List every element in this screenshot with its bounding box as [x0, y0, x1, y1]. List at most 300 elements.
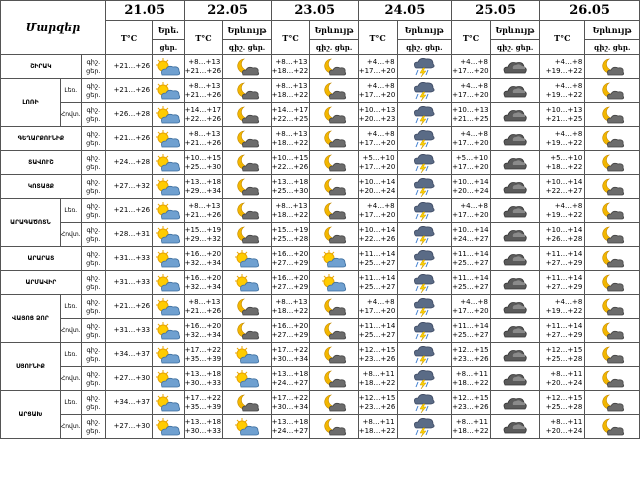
- weather-cell: [310, 79, 358, 103]
- sun-cloud-icon: [153, 177, 183, 197]
- moon-cloud-icon: [310, 81, 357, 101]
- night-temp: +8…+13: [275, 81, 308, 90]
- sun-cloud-icon: [153, 417, 183, 437]
- night-temp: +17…+22: [271, 345, 309, 354]
- table-row: [1, 271, 640, 295]
- moon-cloud-icon: [310, 105, 357, 125]
- table-row: [1, 247, 640, 271]
- temperature-cell: [358, 271, 397, 295]
- sun-cloud-icon: [153, 297, 183, 317]
- temperature-cell: [105, 415, 152, 439]
- temperature-cell: [184, 103, 223, 127]
- temperature-cell: [271, 343, 310, 367]
- weather-cell: [310, 415, 358, 439]
- day-temp: +19…+22: [545, 306, 583, 315]
- day-temp: +21…+25: [452, 114, 489, 123]
- weather-cell: [585, 319, 640, 343]
- day-temp: +20…+23: [358, 114, 396, 123]
- night-temp: +8…+11: [550, 417, 583, 426]
- night-temp: +4…+8: [460, 297, 488, 306]
- temperature-cell: [358, 415, 397, 439]
- region-name: ԳԵՂԱՐՔՈՒՆԻՔ: [1, 127, 82, 151]
- weather-cell: [153, 271, 184, 295]
- day-temp: +25…+27: [358, 330, 396, 339]
- day-temp: +25…+27: [452, 258, 489, 267]
- weather-cell: [310, 391, 358, 415]
- night-temp: +5…+10: [455, 153, 488, 162]
- night-temp: +8…+13: [275, 57, 308, 66]
- day-temp: +17…+20: [452, 90, 489, 99]
- night-temp: +8…+13: [188, 297, 221, 306]
- moon-cloud-icon: [585, 177, 639, 197]
- night-temp: +12…+15: [358, 393, 396, 402]
- night-temp: +4…+8: [554, 129, 583, 138]
- weather-cell: [585, 295, 640, 319]
- day-temp: +25…+30: [271, 186, 309, 195]
- day-temp: +28…+31: [113, 230, 151, 238]
- temperature-cell: [184, 271, 223, 295]
- night-temp: +13…+18: [184, 417, 222, 426]
- temperature-cell: [540, 199, 585, 223]
- weather-cell: [397, 103, 452, 127]
- time-labels: [81, 199, 105, 223]
- time-labels: [81, 79, 105, 103]
- table-row: [1, 415, 640, 439]
- night-temp: +12…+15: [452, 345, 489, 354]
- night-temp: +11…+14: [358, 321, 396, 330]
- moon-cloud-icon: [223, 81, 270, 101]
- temperature-cell: [540, 415, 585, 439]
- day-temp: +35…+39: [184, 354, 222, 363]
- weather-cell: [153, 151, 184, 175]
- temperature-cell: [271, 79, 310, 103]
- cloud-icon: [491, 322, 539, 340]
- night-day-header: գիշ. ցեր.: [310, 40, 358, 55]
- cloud-icon: [491, 250, 539, 268]
- weather-cell: [397, 223, 452, 247]
- weather-cell: [153, 343, 184, 367]
- temp-header: T°C: [271, 21, 310, 55]
- time-labels: [81, 343, 105, 367]
- storm-icon: [398, 56, 452, 78]
- temperature-cell: [452, 247, 491, 271]
- table-row: [1, 199, 640, 223]
- day-temp: +21…+26: [113, 86, 151, 94]
- storm-icon: [398, 104, 452, 126]
- sun-cloud-icon: [223, 417, 270, 437]
- weather-cell: [310, 103, 358, 127]
- night-label: գիշ.: [86, 249, 101, 258]
- temperature-cell: [452, 127, 491, 151]
- precip-header: Երևույթ: [585, 21, 640, 40]
- day-temp: +17…+20: [452, 210, 489, 219]
- storm-icon: [398, 368, 452, 390]
- day-temp: +25…+28: [545, 402, 583, 411]
- sun-cloud-icon: [310, 249, 357, 269]
- table-row: [1, 367, 640, 391]
- day-temp: +31…+33: [113, 254, 151, 262]
- moon-cloud-icon: [585, 297, 639, 317]
- moon-cloud-icon: [585, 417, 639, 437]
- precip-header: Երևույթ: [490, 21, 539, 40]
- night-label: գիշ.: [86, 225, 101, 234]
- region-name: ԱՐԱՐԱՏ: [1, 247, 82, 271]
- temperature-cell: [184, 127, 223, 151]
- weather-cell: [490, 223, 539, 247]
- temp-header: T°C: [358, 21, 397, 55]
- weather-cell: [490, 199, 539, 223]
- cloud-icon: [491, 274, 539, 292]
- night-temp: +4…+8: [460, 201, 488, 210]
- night-temp: +14…+17: [271, 105, 309, 114]
- night-temp: +13…+18: [271, 417, 309, 426]
- temp-header: T°C: [452, 21, 491, 55]
- day-temp: +34…+37: [113, 398, 151, 406]
- day-temp: +22…+26: [358, 234, 396, 243]
- night-temp: +12…+15: [452, 393, 489, 402]
- weather-cell: [490, 295, 539, 319]
- night-temp: +11…+14: [358, 249, 396, 258]
- region-name: ՍՅՈՒՆԻՔ: [1, 343, 61, 391]
- day-temp: +22…+26: [271, 162, 309, 171]
- moon-cloud-icon: [585, 393, 639, 413]
- night-temp: +10…+13: [452, 105, 489, 114]
- temperature-cell: [452, 343, 491, 367]
- day-temp: +19…+22: [545, 90, 583, 99]
- precip-header: Երևույթ: [223, 21, 271, 40]
- weather-cell: [490, 151, 539, 175]
- weather-cell: [223, 55, 271, 79]
- night-temp: +4…+8: [366, 129, 395, 138]
- time-labels: [81, 415, 105, 439]
- weather-cell: [223, 103, 271, 127]
- weather-cell: [223, 247, 271, 271]
- sun-cloud-icon: [153, 345, 183, 365]
- night-label: գիշ.: [86, 57, 101, 66]
- weather-cell: [310, 199, 358, 223]
- weather-cell: [223, 295, 271, 319]
- weather-cell: [153, 55, 184, 79]
- day-temp: +17…+20: [358, 90, 396, 99]
- subregion-label: Հովտ.: [60, 319, 81, 343]
- temperature-cell: [452, 151, 491, 175]
- temperature-cell: [271, 223, 310, 247]
- day-temp: +22…+25: [271, 114, 309, 123]
- time-labels: [81, 151, 105, 175]
- day-temp: +17…+20: [358, 306, 396, 315]
- subregion-label: Հովտ.: [60, 103, 81, 127]
- day-temp: +23…+26: [452, 354, 489, 363]
- day-temp: +21…+26: [184, 306, 222, 315]
- day-label: ցեր.: [86, 306, 101, 315]
- moon-cloud-icon: [310, 57, 357, 77]
- day-label: ցեր.: [86, 90, 101, 99]
- weather-cell: [490, 343, 539, 367]
- precip-header: Երևույթ: [397, 21, 452, 40]
- temperature-cell: [271, 151, 310, 175]
- temperature-cell: [271, 271, 310, 295]
- time-labels: [81, 271, 105, 295]
- night-temp: +8…+11: [550, 369, 583, 378]
- weather-cell: [223, 151, 271, 175]
- sun-cloud-icon: [310, 273, 357, 293]
- temperature-cell: [358, 223, 397, 247]
- night-temp: +8…+13: [188, 201, 221, 210]
- day-temp: +32…+34: [184, 330, 222, 339]
- sun-cloud-icon: [153, 273, 183, 293]
- day-temp: +23…+26: [358, 354, 396, 363]
- moon-cloud-icon: [310, 393, 357, 413]
- table-row: [1, 55, 640, 79]
- night-temp: +4…+8: [460, 81, 488, 90]
- day-temp: +21…+26: [113, 62, 151, 70]
- night-temp: +4…+8: [554, 297, 583, 306]
- subregion-label: Լեռ.: [60, 79, 81, 103]
- night-temp: +11…+14: [452, 249, 489, 258]
- temperature-cell: [358, 199, 397, 223]
- temperature-cell: [271, 415, 310, 439]
- day-temp: +17…+20: [358, 138, 396, 147]
- night-temp: +15…+19: [271, 225, 309, 234]
- weather-cell: [585, 199, 640, 223]
- day-temp: +18…+22: [452, 426, 489, 435]
- cloud-icon: [491, 394, 539, 412]
- moon-cloud-icon: [310, 417, 357, 437]
- weather-cell: [223, 175, 271, 199]
- moon-cloud-icon: [310, 297, 357, 317]
- temperature-cell: [271, 127, 310, 151]
- weather-cell: [490, 391, 539, 415]
- date-header: 21.05: [105, 1, 184, 21]
- table-row: [1, 127, 640, 151]
- date-header: 23.05: [271, 1, 358, 21]
- day-temp: +19…+22: [545, 138, 583, 147]
- precip-header: Երևույթ: [310, 21, 358, 40]
- temperature-cell: [358, 55, 397, 79]
- day-temp: +27…+29: [545, 258, 583, 267]
- day-temp: +32…+34: [184, 282, 222, 291]
- night-label: գիշ.: [86, 81, 101, 90]
- day-temp: +22…+26: [184, 114, 222, 123]
- moon-cloud-icon: [310, 321, 357, 341]
- weather-cell: [223, 415, 271, 439]
- temperature-cell: [105, 199, 152, 223]
- temperature-cell: [271, 391, 310, 415]
- moon-cloud-icon: [223, 225, 270, 245]
- night-temp: +4…+8: [460, 57, 488, 66]
- day-label: ցեր.: [86, 354, 101, 363]
- day-temp: +20…+24: [545, 378, 583, 387]
- night-temp: +8…+13: [275, 129, 308, 138]
- temperature-cell: [540, 391, 585, 415]
- sun-cloud-icon: [153, 249, 183, 269]
- weather-cell: [223, 79, 271, 103]
- night-temp: +4…+8: [554, 201, 583, 210]
- night-label: գիշ.: [86, 369, 101, 378]
- night-temp: +10…+13: [358, 105, 396, 114]
- weather-cell: [153, 199, 184, 223]
- weather-cell: [397, 247, 452, 271]
- weather-cell: [585, 103, 640, 127]
- storm-icon: [398, 272, 452, 294]
- day-temp: +17…+20: [452, 138, 489, 147]
- temperature-cell: [105, 319, 152, 343]
- moon-cloud-icon: [310, 225, 357, 245]
- day-label: ցեր.: [86, 162, 101, 171]
- temperature-cell: [358, 151, 397, 175]
- night-label: գիշ.: [86, 105, 101, 114]
- temperature-cell: [105, 271, 152, 295]
- day-temp: +27…+29: [545, 282, 583, 291]
- night-temp: +16…+20: [184, 321, 222, 330]
- subregion-label: Լեռ.: [60, 343, 81, 367]
- weather-cell: [490, 247, 539, 271]
- temperature-cell: [105, 391, 152, 415]
- weather-cell: [397, 271, 452, 295]
- night-temp: +4…+8: [554, 81, 583, 90]
- moon-cloud-icon: [310, 153, 357, 173]
- day-label: ցեր.: [86, 114, 101, 123]
- cloud-icon: [491, 154, 539, 172]
- weather-cell: [585, 343, 640, 367]
- day-temp: +17…+20: [358, 66, 396, 75]
- weather-cell: [310, 175, 358, 199]
- day-temp: +18…+22: [271, 306, 309, 315]
- region-name: ԱՐՑԱԽ: [1, 391, 61, 439]
- weather-cell: [585, 55, 640, 79]
- night-temp: +17…+22: [184, 345, 222, 354]
- temperature-cell: [271, 199, 310, 223]
- temperature-cell: [452, 391, 491, 415]
- moon-cloud-icon: [223, 153, 270, 173]
- temperature-cell: [105, 343, 152, 367]
- temperature-cell: [358, 175, 397, 199]
- weather-cell: [153, 103, 184, 127]
- night-temp: +17…+22: [271, 393, 309, 402]
- weather-cell: [585, 367, 640, 391]
- day-temp: +27…+29: [271, 282, 309, 291]
- day-temp: +21…+26: [113, 206, 151, 214]
- night-temp: +10…+14: [358, 225, 396, 234]
- temperature-cell: [358, 79, 397, 103]
- night-label: գիշ.: [86, 345, 101, 354]
- night-temp: +10…+15: [184, 153, 222, 162]
- day-temp: +19…+22: [545, 210, 583, 219]
- sun-cloud-icon: [223, 369, 270, 389]
- night-temp: +10…+14: [545, 225, 583, 234]
- day-label: ցեր.: [86, 66, 101, 75]
- sun-cloud-icon: [153, 57, 183, 77]
- weather-cell: [153, 367, 184, 391]
- temperature-cell: [184, 319, 223, 343]
- weather-cell: [153, 319, 184, 343]
- night-temp: +13…+18: [184, 177, 222, 186]
- weather-cell: [153, 223, 184, 247]
- date-header: 22.05: [184, 1, 271, 21]
- cloud-icon: [491, 58, 539, 76]
- moon-cloud-icon: [585, 345, 639, 365]
- night-temp: +4…+8: [366, 201, 395, 210]
- moon-cloud-icon: [585, 273, 639, 293]
- moon-cloud-icon: [310, 201, 357, 221]
- weather-cell: [153, 247, 184, 271]
- night-label: գիշ.: [86, 201, 101, 210]
- night-label: գիշ.: [86, 129, 101, 138]
- weather-cell: [397, 295, 452, 319]
- day-temp: +18…+22: [358, 378, 396, 387]
- table-row: [1, 151, 640, 175]
- day-temp: +18…+22: [271, 66, 309, 75]
- day-temp: +34…+37: [113, 350, 151, 358]
- moon-cloud-icon: [585, 129, 639, 149]
- day-temp: +27…+29: [545, 330, 583, 339]
- cloud-icon: [491, 226, 539, 244]
- temperature-cell: [452, 175, 491, 199]
- temperature-cell: [452, 79, 491, 103]
- temperature-cell: [105, 247, 152, 271]
- day-label: ցեր.: [86, 210, 101, 219]
- day-temp: +20…+24: [358, 186, 396, 195]
- weather-cell: [585, 79, 640, 103]
- moon-cloud-icon: [310, 369, 357, 389]
- sun-cloud-icon: [153, 393, 183, 413]
- night-temp: +13…+18: [271, 177, 309, 186]
- temperature-cell: [184, 151, 223, 175]
- weather-cell: [153, 415, 184, 439]
- weather-cell: [223, 367, 271, 391]
- temp-header: T°C: [540, 21, 585, 55]
- cloud-icon: [491, 178, 539, 196]
- day-temp: +27…+29: [271, 258, 309, 267]
- weather-cell: [223, 223, 271, 247]
- day-temp: +18…+22: [452, 378, 489, 387]
- temperature-cell: [358, 343, 397, 367]
- sun-cloud-icon: [153, 321, 183, 341]
- temperature-cell: [184, 199, 223, 223]
- night-temp: +11…+14: [545, 321, 583, 330]
- temperature-cell: [105, 175, 152, 199]
- temperature-cell: [452, 415, 491, 439]
- day-temp: +30…+33: [184, 378, 222, 387]
- cloud-icon: [491, 298, 539, 316]
- night-temp: +12…+15: [545, 345, 583, 354]
- temperature-cell: [540, 247, 585, 271]
- weather-cell: [223, 199, 271, 223]
- weather-cell: [585, 271, 640, 295]
- day-temp: +25…+28: [545, 354, 583, 363]
- storm-icon: [398, 80, 452, 102]
- temperature-cell: [184, 415, 223, 439]
- day-label: ցեր.: [86, 282, 101, 291]
- time-labels: [81, 175, 105, 199]
- day-temp: +18…+22: [271, 138, 309, 147]
- day-label: ցեր.: [86, 330, 101, 339]
- cloud-icon: [491, 130, 539, 148]
- weather-cell: [490, 415, 539, 439]
- day-temp: +27…+30: [113, 422, 151, 430]
- day-temp: +31…+33: [113, 278, 151, 286]
- cloud-icon: [491, 418, 539, 436]
- subregion-label: Հովտ.: [60, 415, 81, 439]
- time-labels: [81, 319, 105, 343]
- temperature-cell: [271, 319, 310, 343]
- temperature-cell: [105, 127, 152, 151]
- day-label: ցեր.: [86, 138, 101, 147]
- temperature-cell: [452, 55, 491, 79]
- day-temp: +23…+26: [452, 402, 489, 411]
- day-temp: +21…+26: [184, 90, 222, 99]
- day-temp: +25…+30: [184, 162, 222, 171]
